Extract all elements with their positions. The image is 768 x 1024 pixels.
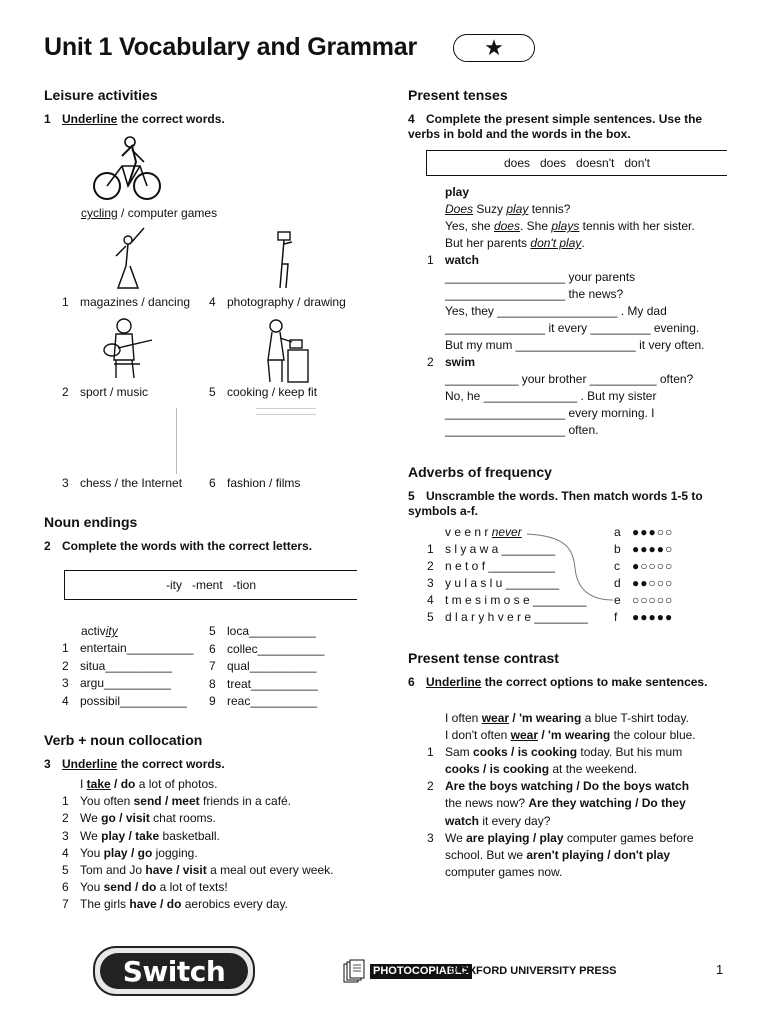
list-item: 5 loca__________: [209, 624, 316, 638]
dancer-picture: [108, 226, 152, 292]
leisure-item-4: 4 photography / drawing: [209, 295, 346, 309]
symbol-row: e ○○○○○: [614, 593, 674, 607]
publisher-label: © OXFORD UNIVERSITY PRESS: [449, 965, 617, 977]
noun-list-right: [209, 623, 324, 711]
list-item: 5 Tom and Jo have / visit a meal out every week.: [62, 863, 334, 878]
list-item: I take / do a lot of photos.: [80, 777, 218, 791]
photocopy-icon: [343, 959, 365, 988]
leisure-item-6: 6 fashion / films: [209, 476, 301, 490]
list-item: 6 collec__________: [209, 641, 325, 656]
guitarist-picture: [100, 316, 160, 382]
list-item: 3 We play / take basketball.: [62, 828, 220, 843]
divider: [256, 414, 316, 415]
list-item: 4 You play / go jogging.: [62, 845, 198, 860]
list-item: 1 You often send / meet friends in a café.: [62, 794, 292, 809]
list-item: 3 y u l a s l u ________: [427, 576, 560, 590]
symbol-row: d ●●○○○: [614, 576, 674, 590]
noun-list-left: [62, 640, 193, 710]
list-item: 2 situa__________: [62, 658, 173, 673]
symbol-row: a ●●●○○: [614, 525, 674, 539]
list-item: 1 entertain__________: [62, 641, 194, 655]
section-heading-contrast: Present tense contrast: [408, 650, 559, 666]
section-heading-adverbs: Adverbs of frequency: [408, 464, 552, 480]
divider: [176, 408, 177, 474]
photocopiable-label: PHOTOCOPIABLE: [370, 964, 472, 979]
section-heading-verb-noun: Verb + noun collocation: [44, 732, 203, 748]
level-badge: [453, 34, 535, 62]
list-item: 3 argu__________: [62, 676, 171, 690]
list-item: 4 t m e s i m o s e ________: [427, 593, 587, 607]
match-line: [525, 528, 615, 604]
list-item: 2 We go / visit chat rooms.: [62, 811, 216, 826]
leisure-item-1: 1 magazines / dancing: [62, 295, 191, 309]
page-number: 1: [716, 962, 724, 977]
list-item: 1 s l y a w a ________: [427, 542, 556, 556]
instruction-6: 6 Underline the correct options to make sentences.: [408, 675, 708, 689]
instruction-1: 1 Underline the correct words.: [44, 112, 225, 126]
symbol-row: b ●●●●○: [614, 542, 674, 556]
leisure-item-2: 2 sport / music: [62, 385, 149, 399]
section-heading-noun-endings: Noun endings: [44, 514, 138, 530]
section-heading-leisure: Leisure activities: [44, 87, 158, 103]
word-box-auxiliaries: does does doesn't don't: [426, 150, 727, 176]
list-item: 8 treat__________: [209, 676, 318, 691]
photographer-picture: [270, 226, 300, 292]
list-item: 4 possibil__________: [62, 693, 187, 708]
list-item: v e e n r never: [445, 525, 522, 539]
leisure-item-3: 3 chess / the Internet: [62, 476, 183, 490]
instruction-4: 4 Complete the present simple sentences. Use the verbs in bold and the words in the box.: [408, 112, 703, 141]
list-item: 5 d l a r y h v e r e ________: [427, 610, 588, 624]
instruction-5: 5 Unscramble the words. Then match words 1-5 to symbols a-f.: [408, 489, 703, 518]
cook-picture: [262, 316, 312, 384]
list-item: 6 You send / do a lot of texts!: [62, 880, 228, 895]
section-heading-present-tenses: Present tenses: [408, 87, 508, 103]
list-item: 9 reac__________: [209, 694, 318, 708]
page-title: Unit 1 Vocabulary and Grammar: [44, 33, 418, 61]
example-cycling: cycling / computer games: [81, 206, 218, 220]
cyclist-picture: [92, 136, 162, 202]
star-icon: ★: [484, 35, 504, 60]
contrast-exercise: I often wear / 'm wearing a blue T-shirt today. I don't often wear / 'm wearing the colour blue. 1 Sam cooks / is cooking today. But his mum cooks / is cooking at the weekend. 2 Are the boys watching / Do the boys watch the news now? Are they watching / Do they watch it every day? 3 We are playing / play computer games before school. But we aren't playing / don't play computer games now.: [427, 711, 696, 879]
list-item: 2 n e t o f __________: [427, 559, 556, 573]
list-item: 7 qual__________: [209, 659, 317, 673]
instruction-2: 2 Complete the words with the correct letters.: [44, 539, 313, 553]
list-item: 7 The girls have / do aerobics every day.: [62, 897, 288, 912]
divider: [256, 408, 316, 409]
word-box-endings: -ity -ment -tion: [64, 570, 357, 600]
verb-noun-list: [62, 776, 334, 914]
instruction-3: 3 Underline the correct words.: [44, 757, 225, 771]
present-tenses-exercise: play Does Suzy play tennis? Yes, she does. She plays tennis with her sister. But her parents don't play. 1 watch __________________ your parents __________________ the news? Yes, they __________________ . My dad _______________ it every _________ evening. But my mum __________________ it very often. 2 swim ___________ your brother __________ often? No, he ______________ . But my sister __________________ every morning. I __________________ often.: [427, 185, 705, 437]
leisure-item-5: 5 cooking / keep fit: [209, 385, 318, 399]
frequency-symbols: [614, 524, 673, 626]
symbol-row: f ●●●●●: [614, 610, 674, 624]
symbol-row: c ●○○○○: [614, 559, 674, 573]
noun-example: activity: [81, 624, 118, 638]
switch-logo: Switch: [93, 946, 255, 996]
